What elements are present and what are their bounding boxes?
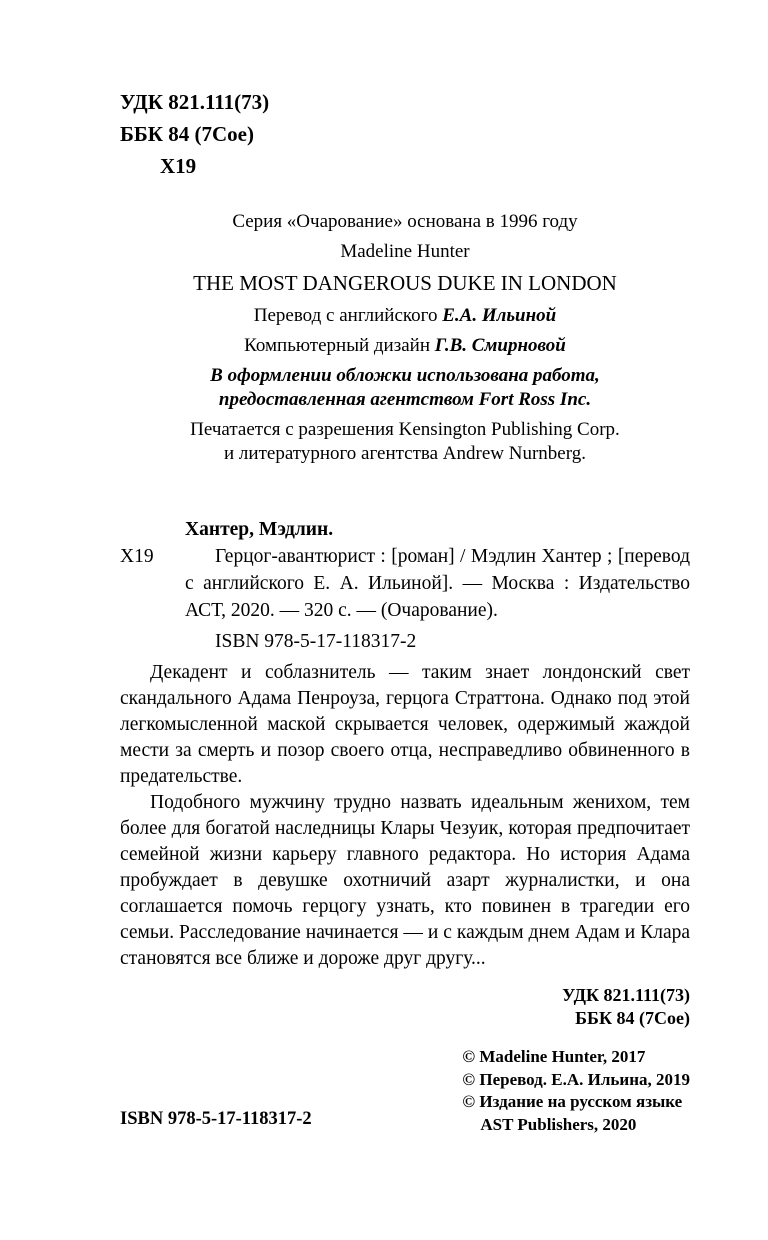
author-sign-top: Х19 [160, 154, 197, 178]
bottom-row [120, 1046, 690, 1136]
bbk-code-bottom: ББК 84 (7Сое) [575, 1008, 690, 1028]
edition-header-block [120, 210, 690, 466]
udk-code-bottom: УДК 821.111(73) [562, 985, 690, 1005]
design-credit-prefix: Компьютерный дизайн [244, 335, 435, 356]
annotation-paragraph-1: Декадент и соблазнитель — таким знает лондонский свет скандального Адама Пенроуза, герцога Страттона. Однако под этой легкомысленной маской скрывается человек, одержимый жаждой мести за смерть и позор своего отца, несправедливо обвиненного в предательстве. [120, 662, 690, 787]
copyright-block [462, 1046, 690, 1136]
translation-credit [120, 304, 690, 328]
catalog-description: Герцог-авантюрист : [роман] / Мэдлин Хантер ; [перевод с английского Е. А. Ильиной]. — Москва : Издательство АСТ, 2020. — 320 с. — (Очарование). [185, 546, 690, 621]
udk-code-top: УДК 821.111(73) [120, 90, 270, 114]
translator-name: Е.А. Ильиной [442, 305, 557, 326]
author-sign-mid: Х19 [120, 546, 154, 567]
annotation-paragraph-2: Подобного мужчину трудно назвать идеальным женихом, тем более для богатой наследницы Клары Чезуик, которая предпочитает семейной жизни карьеру главного редактора. Но история Адама пробуждает в девушке охотничий азарт журналистки, и она соглашается помочь герцогу узнать, кто повинен в трагедии его семьи. Расследование начинается — и с каждым днем Адам и Клара становятся все ближе и дороже друг другу... [120, 792, 690, 969]
publishing-permission-line2: и литературного агентства Andrew Nurnberg. [224, 443, 586, 464]
publishing-permission-line1: Печатается с разрешения Kensington Publishing Corp. [190, 419, 620, 440]
copyright-edition-line1: © Издание на русском языке [462, 1092, 683, 1111]
annotation-block [120, 660, 690, 972]
top-codes-block [120, 86, 690, 182]
catalog-author: Хантер, Мэдлин. [185, 519, 334, 540]
isbn-catalog: ISBN 978-5-17-118317-2 [215, 631, 417, 652]
copyright-edition-line2: AST Publishers, 2020 [480, 1114, 637, 1134]
series-note: Серия «Очарование» основана в 1996 году [232, 211, 578, 232]
catalog-entry [120, 516, 690, 655]
bbk-code-top: ББК 84 (7Сое) [120, 122, 254, 146]
translation-credit-prefix: Перевод с английского [253, 305, 443, 326]
author-name-original: Madeline Hunter [340, 241, 470, 262]
copyright-translation: © Перевод. Е.А. Ильина, 2019 [462, 1069, 690, 1089]
title-original: THE MOST DANGEROUS DUKE IN LONDON [193, 271, 617, 295]
designer-name: Г.В. Смирновой [434, 335, 566, 356]
bottom-codes-block [120, 984, 690, 1030]
cover-art-note-line1: В оформлении обложки использована работа, [210, 365, 600, 386]
catalog-description-block [120, 543, 690, 624]
cover-art-note-line2: предоставленная агентством Fort Ross Inc. [218, 389, 592, 410]
isbn-bottom: ISBN 978-5-17-118317-2 [120, 1109, 312, 1129]
copyright-original: © Madeline Hunter, 2017 [462, 1047, 646, 1066]
design-credit [120, 334, 690, 358]
